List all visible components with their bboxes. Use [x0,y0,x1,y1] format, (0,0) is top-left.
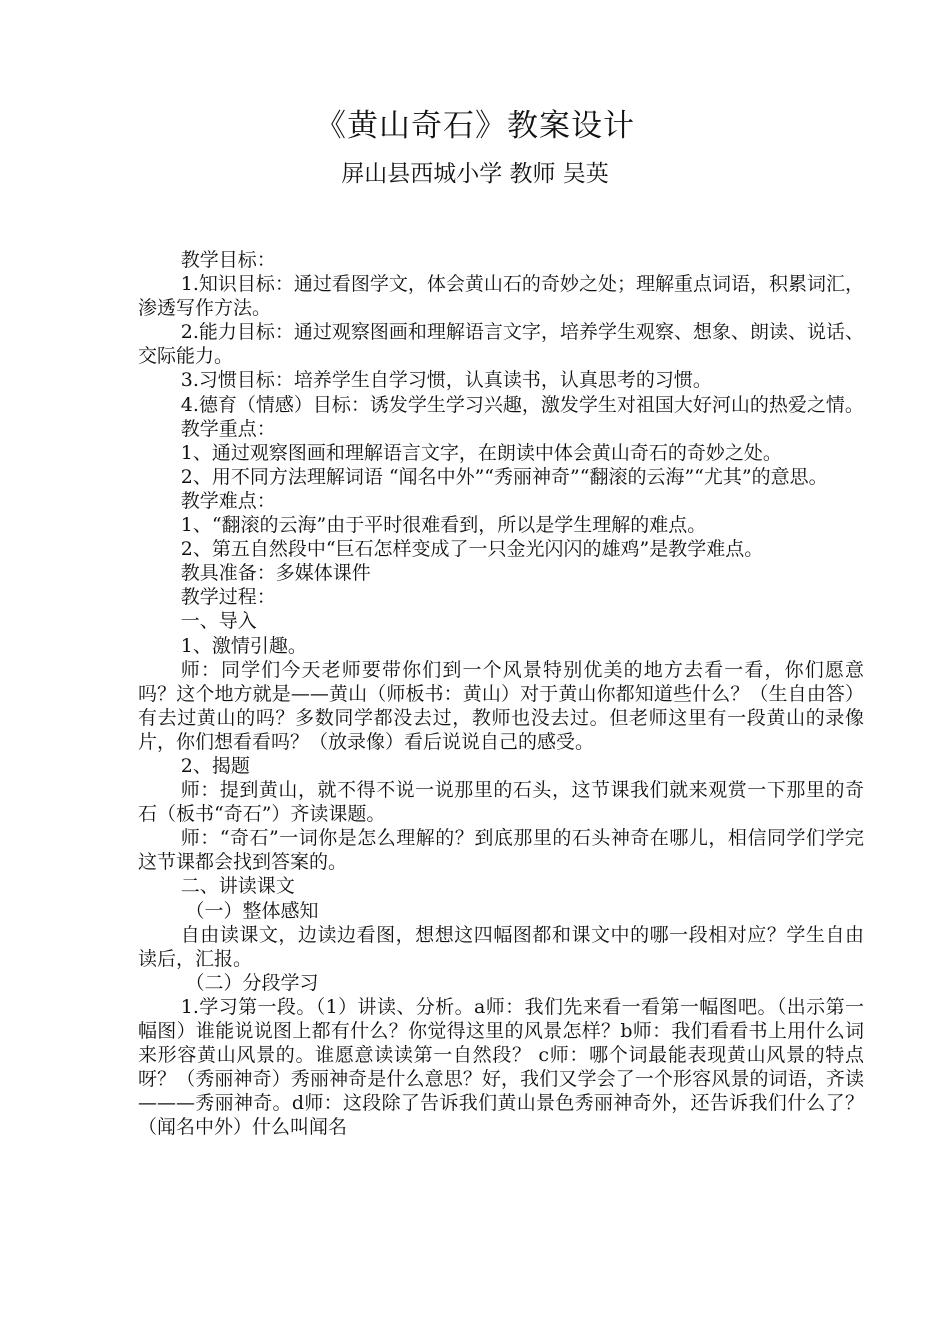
subsection-heading: 1、激情引趣。 [180,634,307,657]
document-author: 屏山县西城小学 教师 吴英 [341,161,609,187]
subsection-heading: （一）整体感知 [185,899,319,922]
section-heading-process: 教学过程： [180,586,276,609]
paragraph: 1.知识目标：通过看图学文，体会黄山石的奇妙之处；理解重点词语，积累词汇，渗透写作方法。 [138,273,864,320]
paragraph: 2、第五自然段中“巨石怎样变成了一只金光闪闪的雄鸡”是教学难点。 [180,538,764,561]
paragraph: 4.德育（情感）目标：诱发学生学习兴趣，激发学生对祖国大好河山的热爱之情。 [180,393,864,416]
section-heading-objectives: 教学目标： [180,249,276,271]
section-heading-materials: 教具准备：多媒体课件 [180,562,371,585]
subsection-heading: （二）分段学习 [185,971,319,994]
document-title: 《黄山奇石》教案设计 [315,108,635,144]
section-heading-difficulties: 教学难点： [180,489,276,512]
paragraph: 自由读课文，边读边看图，想想这四幅图都和课文中的哪一段相对应？学生自由读后，汇报。 [138,923,864,970]
paragraph: 2、用不同方法理解词语 “闻名中外”“秀丽神奇”“翻滚的云海”“尤其”的意思。 [180,465,828,488]
paragraph: 师：提到黄山，就不得不说一说那里的石头，这节课我们就来观赏一下那里的奇石（板书“奇石”）齐读课题。 [138,779,864,826]
paragraph: 1、通过观察图画和理解语言文字，在朗读中体会黄山奇石的奇妙之处。 [180,441,782,464]
paragraph: 2.能力目标：通过观察图画和理解语言文字，培养学生观察、想象、朗读、说话、交际能力。 [138,321,864,368]
paragraph: 师：同学们今天老师要带你们到一个风景特别优美的地方去看一看，你们愿意吗？这个地方就是——黄山（师板书：黄山）对于黄山你都知道些什么？（生自由答）有去过黄山的吗？多数同学都没去过，教师也没去过。但老师这里有一段黄山的录像片，你们想看看吗？（放录像）看后说说自己的感受。 [138,658,864,753]
section-heading-reading: 二、讲读课文 [180,875,295,898]
section-heading-key-points: 教学重点： [180,417,276,440]
paragraph: 师：“奇石”一词你是怎么理解的？到底那里的石头神奇在哪儿，相信同学们学完这节课都会找到答案的。 [138,827,864,874]
paragraph: 1.学习第一段。（1）讲读、分析。a师：我们先来看一看第一幅图吧。（出示第一幅图）谁能说说图上都有什么？你觉得这里的风景怎样？b师：我们看看书上用什么词来形容黄山风景的。谁愿意读读第一自然段？ c师：哪个词最能表现黄山风景的特点呀？（秀丽神奇）秀丽神奇是什么意思？好，我们又学会了一个形容风景的词语，齐读———秀丽神奇。d师：这段除了告诉我们黄山景色秀丽神奇外，还告诉我们什么了？（闻名中外）什么叫闻名 [138,995,864,1139]
section-heading-intro: 一、导入 [180,610,257,633]
paragraph: 1、“翻滚的云海”由于平时很难看到，所以是学生理解的难点。 [180,514,707,537]
paragraph: 3.习惯目标：培养学生自学习惯，认真读书，认真思考的习惯。 [180,369,712,392]
document-body [138,248,864,1139]
subsection-heading: 2、揭题 [180,754,250,777]
